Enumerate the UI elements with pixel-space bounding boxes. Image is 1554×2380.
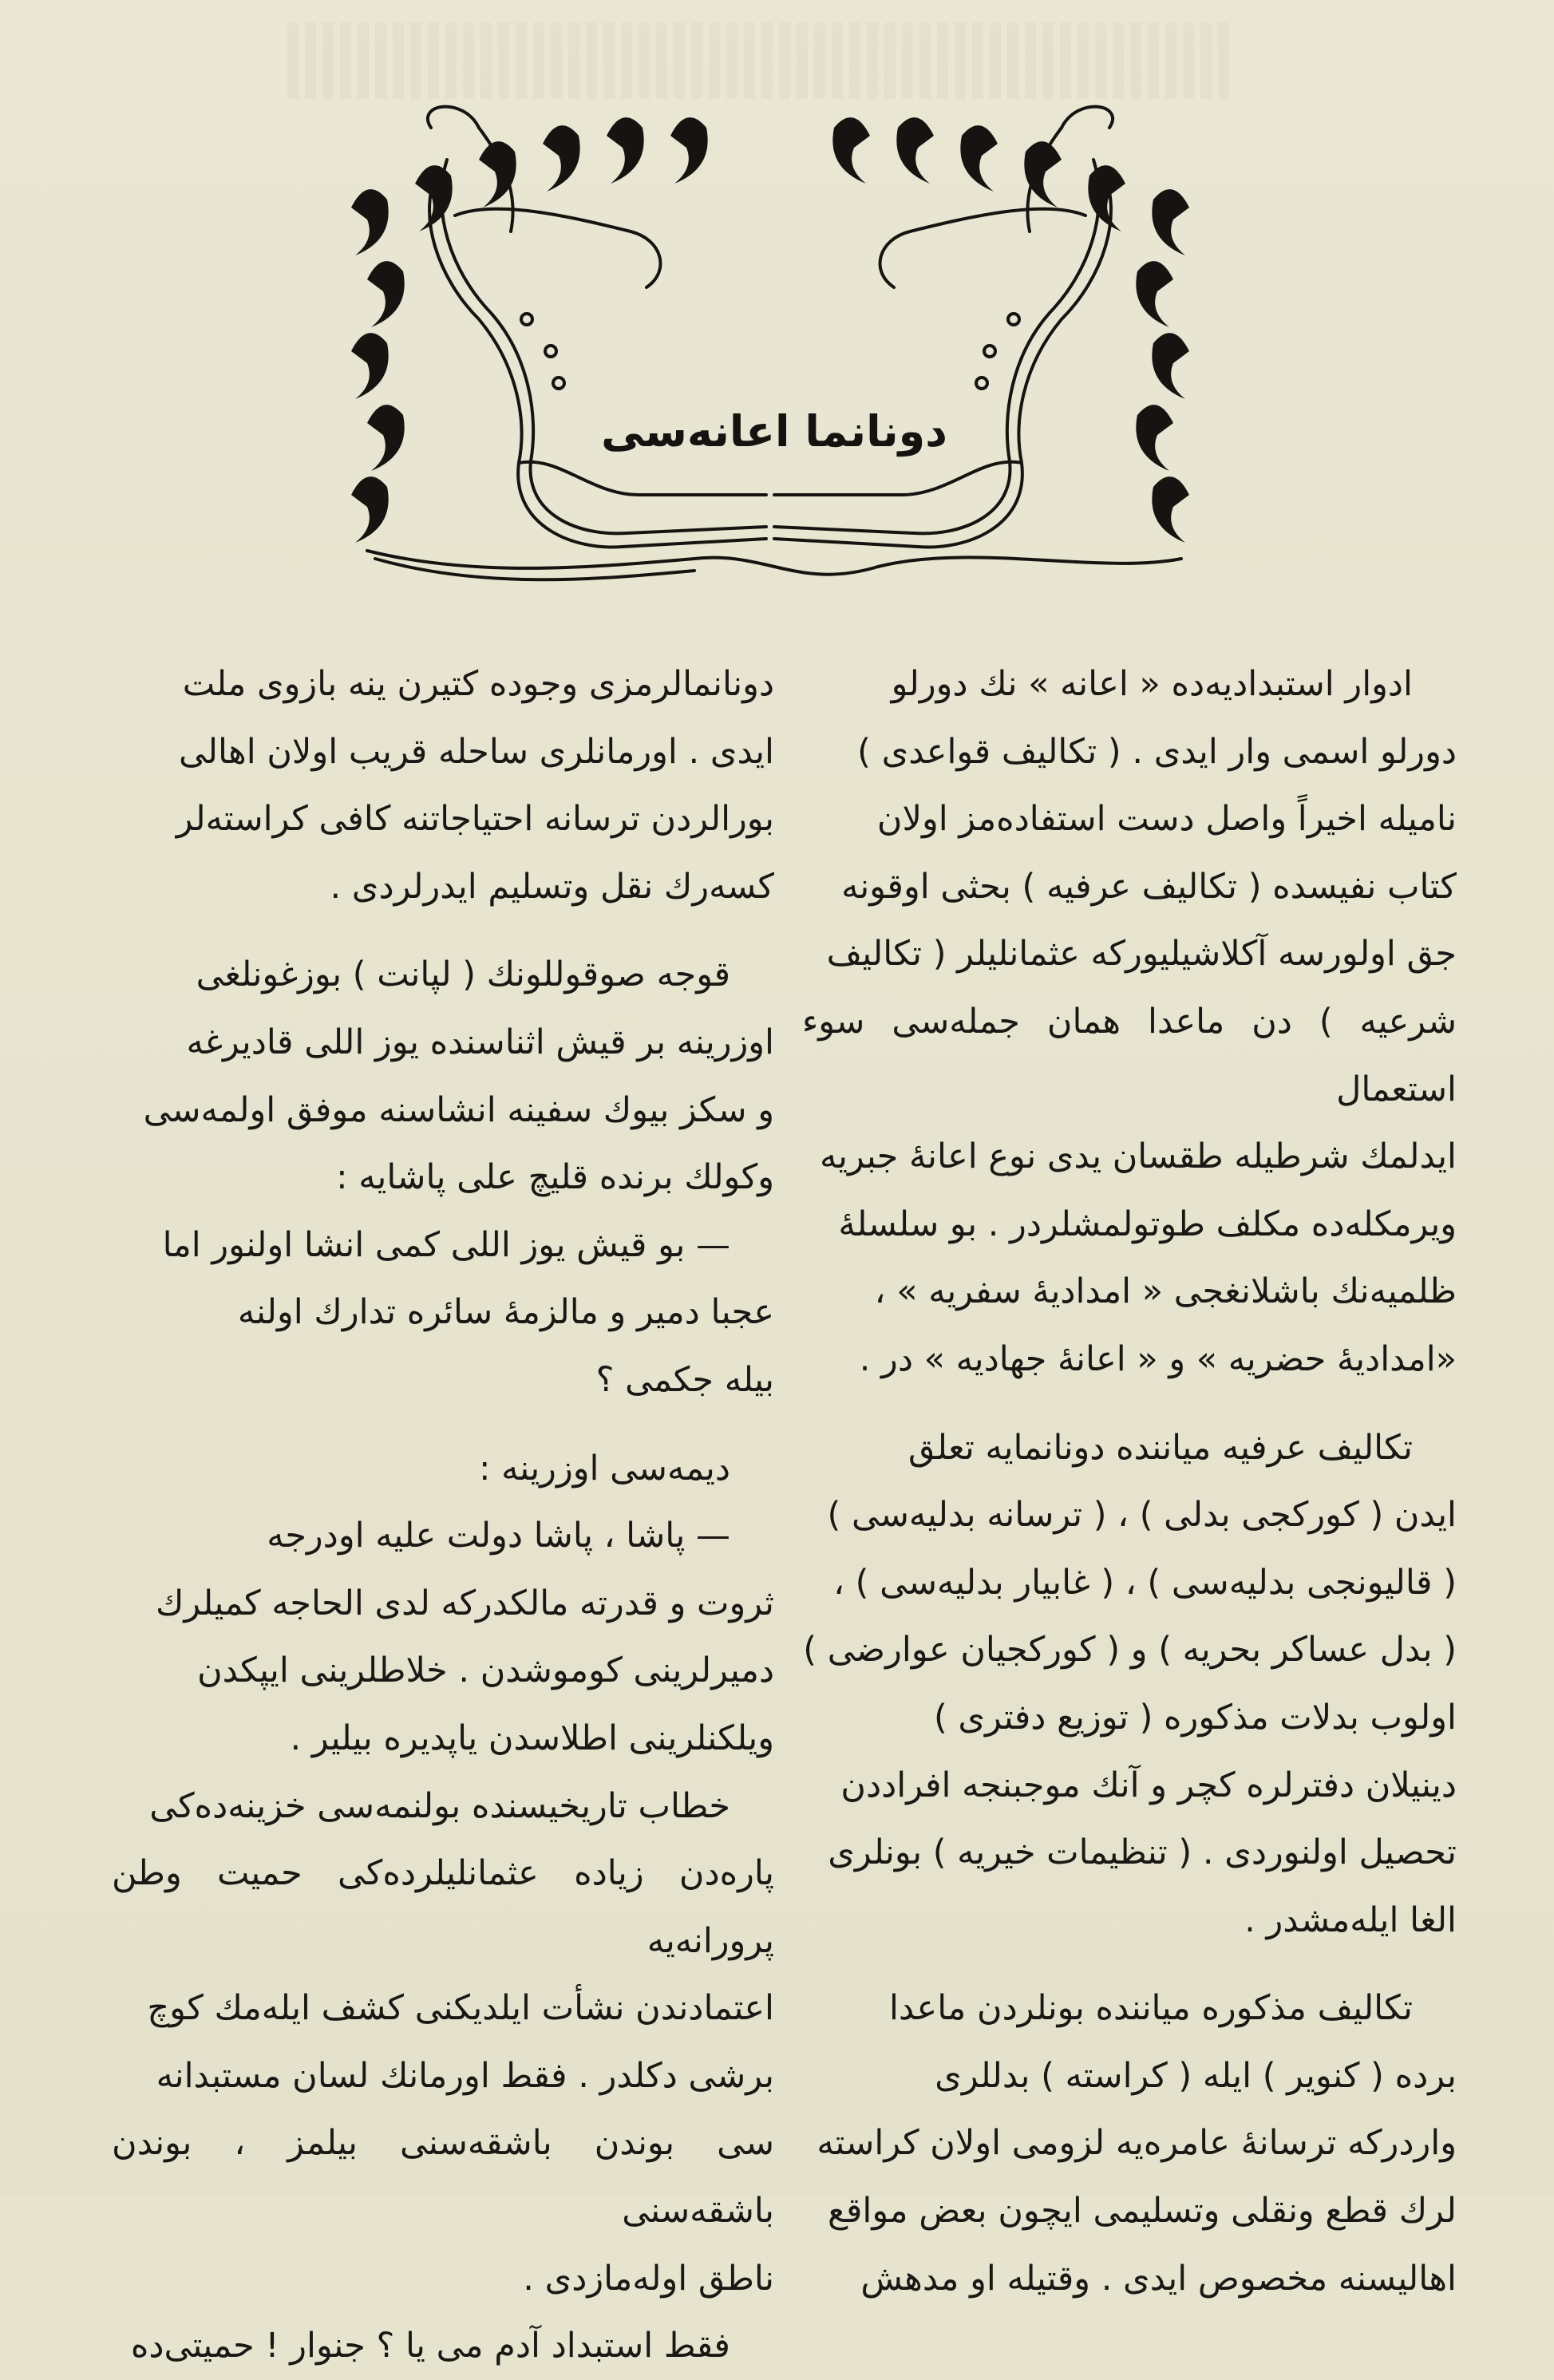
text-line: — بو قیش یوز اللی کمی انشا اولنور اما [162, 1224, 730, 1265]
right-text-column [802, 650, 1457, 2299]
text-line: قوجه صوقوللونك ( لپانت ) بوزغونلغی [196, 955, 730, 995]
text-line: ناطق اوله‌مازدی . [523, 2258, 774, 2299]
text-line: تکالیف عرفیه میاننده دونانمایه تعلق [908, 1427, 1413, 1468]
text-line: دیمه‌سی اوزرینه : [479, 1448, 730, 1488]
text-line: اوزرینه بر قیش اثناسنده یوز اللی قادیرغه [186, 1022, 774, 1062]
text-line: — پاشا ، پاشا دولت علیه اودرجه [267, 1516, 730, 1556]
text-line: پاره‌دن زیاده عثمانلیلرده‌کی حمیت وطن پرورانه‌یه [112, 1853, 774, 1961]
text-line: ایدن ( کورکجی بدلی ) ، ( ترسانه بدلیه‌سی ) [827, 1495, 1457, 1536]
text-line: بیله جکمی ؟ [595, 1359, 774, 1400]
text-line: تحصیل اولنوردی . ( تنظیمات خیریه ) بونلری [828, 1832, 1457, 1873]
text-line: دورلو اسمی وار ایدی . ( تکالیف قواعدی ) [857, 731, 1457, 772]
text-line: نامیله اخیراً واصل دست استفاده‌مز اولان [876, 799, 1457, 840]
text-line: ایدلمك شرطیله طقسان یدی نوع اعانهٔ جبریه [819, 1137, 1457, 1177]
text-line: و سکز بیوك سفینه انشاسنه موفق اولمه‌سی [143, 1089, 774, 1130]
text-line: برشی دکلدر . فقط اورمانك لسان مستبدانه‌ [156, 2055, 774, 2096]
text-line: وکولك برنده قلیچ علی پاشایه : [336, 1157, 774, 1198]
text-line: خطاب تاریخیسنده بولنمه‌سی خزینه‌ده‌کی [149, 1785, 730, 1826]
text-line: سی بوندن باشقه‌سنی بیلمز ، بوندن باشقه‌سنی [112, 2123, 774, 2232]
text-line: عجبا دمیر و مالزمهٔ سائره تدارك اولنه [237, 1292, 774, 1333]
text-line: لرك قطع ونقلی وتسلیمی ایچون بعض مواقع [827, 2191, 1457, 2232]
text-line: جق اولورسه آکلاشیلیورکه عثمانلیلر ( تکالیف [826, 934, 1457, 975]
text-line: ( بدل عساکر بحریه ) و ( کورکجیان عوارضی ) [803, 1630, 1457, 1670]
text-line: فقط استبداد آدم می یا ؟ جنوار ! حمیتی‌ده [130, 2326, 730, 2366]
text-line: کتاب نفیسده ( تکالیف عرفیه ) بحثی اوقونه [841, 866, 1457, 907]
text-line: اولوب بدلات مذکوره ( توزیع دفتری ) [933, 1697, 1457, 1738]
text-line: واردرکه ترسانهٔ عامره‌یه لزومی اولان کراسته‌ [817, 2123, 1457, 2164]
text-line: اعتمادندن نشأت ایلدیکنی کشف ایله‌مك کوچ [147, 1988, 774, 2029]
text-line: ویرمکله‌ده مکلف طوتولمشلردر . بو سلسلهٔ [838, 1204, 1457, 1244]
text-line: «امدادیهٔ حضریه » و « اعانهٔ جهادیه » در . [859, 1338, 1457, 1379]
text-line: برده ( کنویر ) ایله ( کراسته ) بدللری [935, 2055, 1457, 2096]
text-line: ( قالیونجی بدلیه‌سی ) ، ( غابیار بدلیه‌سی ) ، [833, 1562, 1457, 1603]
text-line: الغا ایلەمشدر . [1244, 1900, 1457, 1940]
text-line: دونانمالرمزی وجوده کتیرن ینه بازوی ملت [182, 664, 774, 704]
calligraphy-ornament [319, 80, 1221, 591]
text-line: ادوار استبدادیه‌ده « اعانه » نك دورلو [891, 664, 1413, 704]
text-line: ویلکنلرینی اطلاسدن یاپدیره بیلیر . [290, 1718, 774, 1758]
text-line: بورالردن ترسانه احتیاجاتنه کافی کراسته‌لر [176, 799, 774, 840]
text-line: تکالیف مذکوره میاننده بونلردن ماعدا [889, 1988, 1413, 2029]
text-line: شرعیه ) دن ماعدا همان جمله‌سی سوء استعمال [802, 1001, 1457, 1109]
text-line: دمیرلرینی کوموشدن . خلاطلرینی ایپکدن [197, 1651, 774, 1691]
text-line: ظلمیه‌نك باشلانغجی « امدادیهٔ سفریه » ، [874, 1271, 1457, 1312]
text-line: دینیلان دفترلره کچر و آنك موجبنجه افراددن [840, 1765, 1457, 1805]
text-line: ایدی . اورمانلری ساحله قریب اولان اهالی [179, 731, 774, 772]
page-title: دونانما اعانه‌سی [601, 405, 947, 457]
text-line: کسه‌رك نقل وتسلیم ایدرلردی . [330, 866, 774, 907]
left-text-column [112, 650, 774, 2366]
text-line: اهالیسنه مخصوص ایدی . وقتیله او مدهش [860, 2258, 1457, 2299]
text-line: ثروت و قدرته مالکدرکه لدی الحاجه کمیلرك [155, 1583, 774, 1623]
